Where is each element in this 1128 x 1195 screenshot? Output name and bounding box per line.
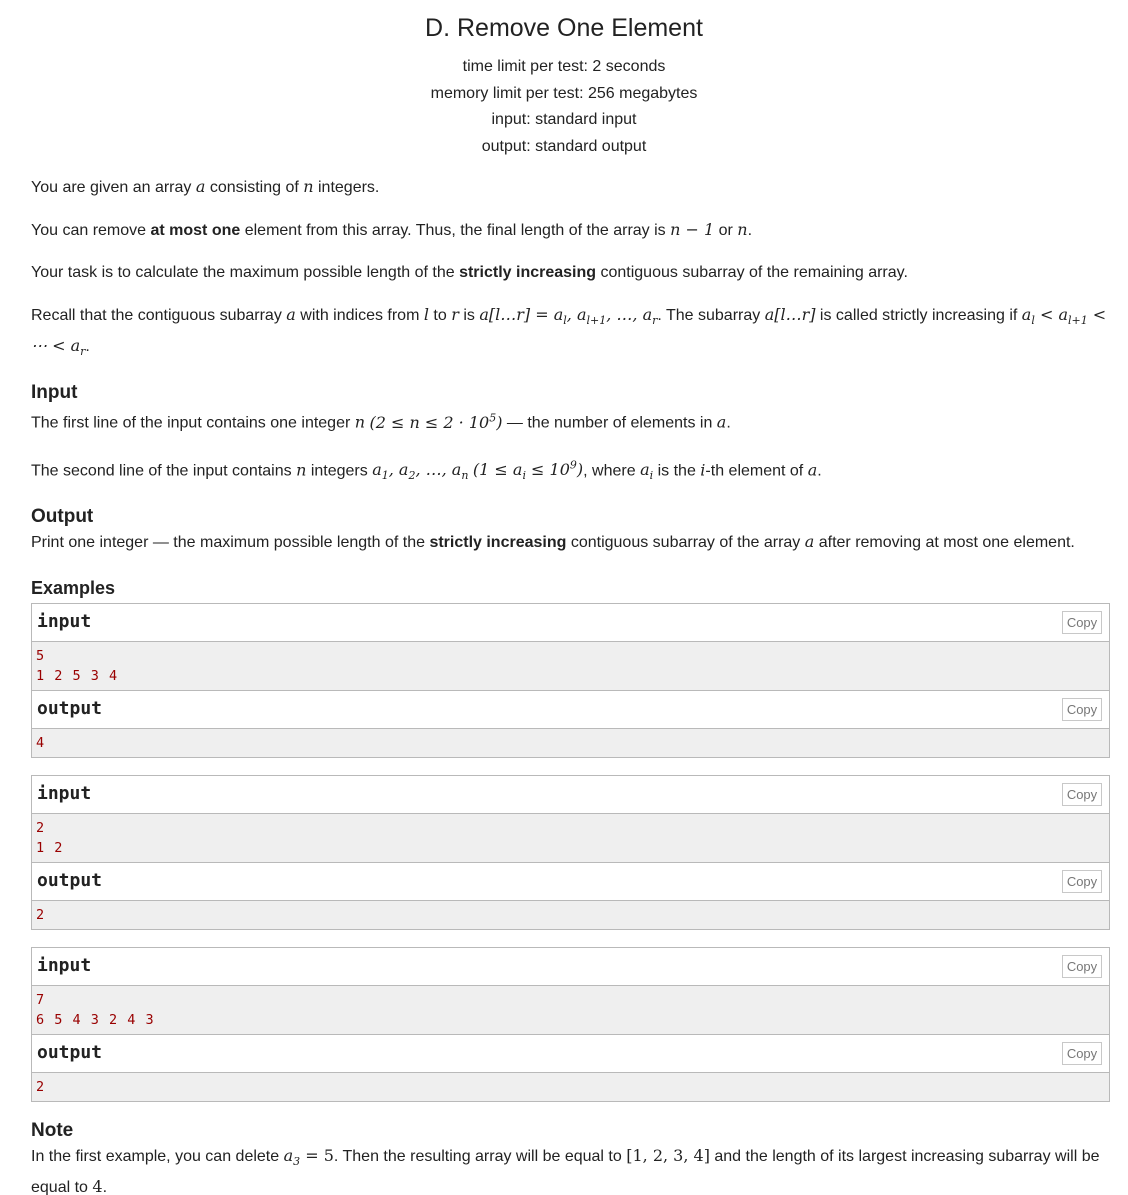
input-line-1: The first line of the input contains one integer n $(2 \le n \le 2 \cdot 10^5)$ — the number of elements in a. xyxy=(31,411,731,432)
example-output-line: 2 xyxy=(36,907,46,924)
note-text: In the first example, you can delete $a_3 = 5$. Then the resulting array will be equal to [1, 2, 3, 4] and the length of its largest increasing subarray will be equal to 4. xyxy=(31,1146,1100,1195)
input-label: input xyxy=(37,783,92,805)
example-output-body xyxy=(32,1073,1109,1101)
example-input-header xyxy=(32,776,1109,814)
example-output-header xyxy=(32,691,1109,729)
example-input-line: 7 xyxy=(36,992,46,1009)
output-label: output xyxy=(37,1042,103,1064)
output-line-1: Print one integer — the maximum possible length of the strictly increasing contiguous subarray of the array a after removing at most one element. xyxy=(31,532,1075,552)
copy-input-button[interactable]: Copy xyxy=(1062,783,1102,806)
example-input-line: 1 2 xyxy=(36,840,64,857)
example-block xyxy=(31,603,1110,758)
problem-title: D. Remove One Element xyxy=(425,14,703,42)
input-section-title: Input xyxy=(31,382,78,404)
example-output-body xyxy=(32,729,1109,757)
example-output-body xyxy=(32,901,1109,929)
example-input-header xyxy=(32,604,1109,642)
output-file: output: standard output xyxy=(481,137,647,155)
copy-output-button[interactable]: Copy xyxy=(1062,870,1102,893)
input-file: input: standard input xyxy=(491,111,637,128)
example-output-header xyxy=(32,1035,1109,1073)
example-output-header xyxy=(32,863,1109,901)
statement-paragraph-1: You are given an array a consisting of n integers. xyxy=(31,177,380,196)
example-input-line: 6 5 4 3 2 4 3 xyxy=(36,1012,155,1029)
time-limit: time limit per test: 2 seconds xyxy=(462,58,666,75)
example-input-line: 1 2 5 3 4 xyxy=(36,668,119,685)
statement-paragraph-2: You can remove at most one element from this array. Thus, the final length of the array is n − 1 or n. xyxy=(31,220,753,239)
statement-paragraph-3: Your task is to calculate the maximum possible length of the strictly increasing contiguous subarray of the remaining array. xyxy=(31,264,908,281)
output-section-title: Output xyxy=(31,506,94,528)
output-label: output xyxy=(37,698,103,720)
example-input-body xyxy=(32,814,1109,863)
copy-output-button[interactable]: Copy xyxy=(1062,1042,1102,1065)
example-input-line: 2 xyxy=(36,820,46,837)
note-title: Note xyxy=(31,1120,74,1142)
copy-input-button[interactable]: Copy xyxy=(1062,955,1102,978)
problem-statement xyxy=(31,174,1110,1195)
example-block xyxy=(31,947,1110,1102)
memory-limit: memory limit per test: 256 megabytes xyxy=(430,84,698,102)
examples-title: Examples xyxy=(31,578,116,599)
example-output-line: 2 xyxy=(36,1079,46,1096)
example-input-line: 5 xyxy=(36,648,46,665)
output-label: output xyxy=(37,870,103,892)
input-label: input xyxy=(37,611,92,633)
example-block xyxy=(31,775,1110,930)
input-label: input xyxy=(37,955,92,977)
example-input-body xyxy=(32,642,1109,691)
problem-header xyxy=(0,0,1128,160)
copy-input-button[interactable]: Copy xyxy=(1062,611,1102,634)
copy-output-button[interactable]: Copy xyxy=(1062,698,1102,721)
example-output-line: 4 xyxy=(36,735,46,752)
example-input-header xyxy=(32,948,1109,986)
example-input-body xyxy=(32,986,1109,1035)
statement-paragraph-4: Recall that the contiguous subarray a with indices from l to r is a[l…r] = $a_l$, $a_{l+1}$, …, $a_r$. The subarray a[l…r] is called strictly increasing if $a_l < a_{l+1}$ < ⋯ < $a_r$. xyxy=(31,305,1107,359)
input-line-2: The second line of the input contains n integers $a_1$, $a_2$, …, $a_n$ $(1 \le a_i \le 10^9)$, where $a_i$ is the i-th element of a. xyxy=(31,458,822,483)
